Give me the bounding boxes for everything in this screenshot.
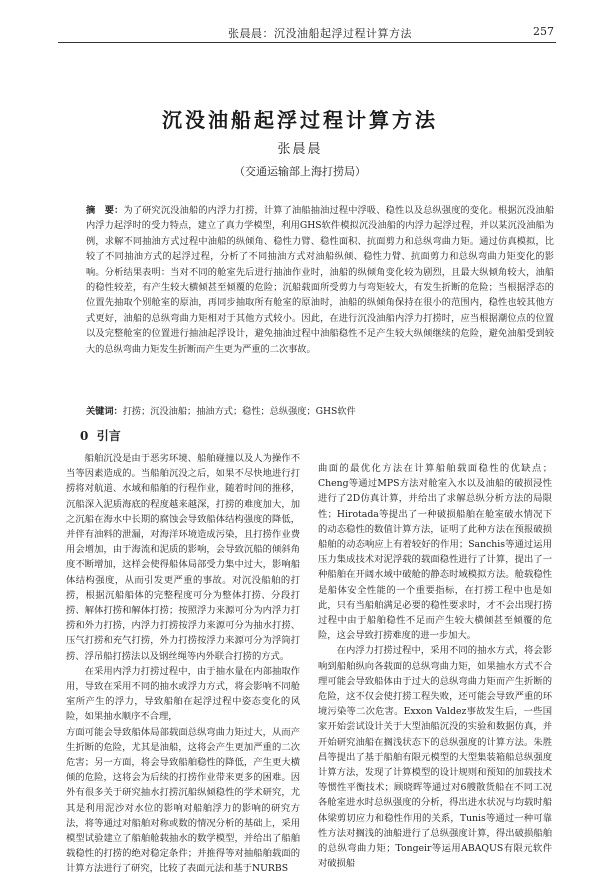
- paper-title: 沉没油船起浮过程计算方法: [162, 108, 438, 132]
- right-column: [318, 461, 552, 871]
- running-title: 张晨晨：沉没油船起浮过程计算方法: [228, 27, 412, 40]
- paragraph: 方面可能会导致船体局部载面总纵弯曲力矩过大，从而产生折断的危险，尤其是油船，这将会产生更加严重的二次危害；另一方面，将会导致船舶稳性的降低，产生更大横倾的危险，这将会为后续的打捞作业带来更多的困难。因外有很多关于研究抽水打捞沉船纵倾稳性的学术研究，尤其是利用泥沙对水位的影响对船舶浮力的影响的研究方法，将等通过对船舶对称或数的情况分析的基础上，采用模型试验建立了船舶舱载抽水的数学模型，并给出了船舶载稳性的打捞的绝对稳定条件；并推得等对抽船舶载面的计算方法进行了研究，比较了表面元法和基于NURBS: [66, 726, 300, 875]
- keywords-label: 关键词：: [86, 406, 123, 417]
- keywords: [86, 403, 554, 417]
- abstract-text: 为了研究沉没油船的内浮力打捞，计算了油船抽油过程中浮吸、稳性以及总纵强度的变化。根据沉没油船内浮力起浮时的受力特点，建立了真力学模型，利用GHS软件模拟沉没油船的内浮力起浮过程，并以某沉没油船为例，求解不同抽油方式过程中油船的纵倾角、稳性力臂、稳性面积、抗面剪力和总纵弯曲力矩。通过仿真模拟，比较了不同抽油方式的起浮过程，分析了不同抽油方式对油船纵倾、稳性力臂、抗面剪力和总纵弯曲力矩变化的影响。分析结果表明：当对不同的舱室先后进行抽油作业时，油船的纵倾角变化较为剧烈，且最大纵倾角较大，油船的稳性较差，有产生较大横倾甚至倾覆的危险；沉船载面所受剪力与弯矩较大，有发生折断的危险；当根据浮态的位置先抽取个别舱室的原油，再同步抽取所有舱室的原油时，油船的纵倾角保持在很小的范围内，稳性也较其他方式更好，油船的总纵弯曲力矩相对于其他方式较小。因此，在进行沉没油船内浮力打捞时，应当根据潮位点的位置以及完整舱室的位置进行抽油起浮设计，避免抽油过程中油船稳性不足产生较大纵倾继续的危险，避免油船受到较大的总纵弯曲力矩发生折断而产生更为严重的二次事故。: [86, 205, 555, 355]
- author-name: 张晨晨: [277, 142, 323, 157]
- running-header: [58, 22, 556, 43]
- paragraph: 船舶沉没是由于恶劣环境、船舶碰撞以及人为操作不当等因素造成的。当船舶沉没之后，如果不尽快地进行打捞将对航道、水域和船舶的行程作业，随着时间的推移，沉船深入泥质海底的程度越来越深，打捞的难度加大，加之沉船在海水中长期的腐蚀会导致船体结构强度的降低，并伴有油料的泄漏，对海洋环境造成污染，且打捞作业费用会增加，由于海流和泥质的影响，会导致沉船的倾斜角度不断增加，这样会使得船体局部受力集中过大，影响船体结构强度，从而引发更严重的事故。对沉没船舶的打捞，根据沉船船体的完整程度可分为整体打捞、分段打捞、解体打捞和解体打捞；按照浮力来源可分为内浮力打捞和外力打捞，内浮力打捞按浮力来源可分为抽水打捞、压气打捞和充气打捞，外力打捞按浮力来源可分为浮筒打捞、浮吊船打捞法以及钢丝绳等内外联合打捞的方式。: [66, 453, 300, 662]
- paragraph: 在采用内浮力打捞过程中，由于抽水量在内部抽取作用，导致在采用不同的抽水或浮力方式，将会影响不同舱室所产生的浮力，导致船舶在起浮过程中姿态变化的风险，如果抽水顺序不合理，: [66, 665, 300, 723]
- keywords-text: 打捞；沉没油船；抽油方式；稳性；总纵强度；GHS软件: [122, 406, 356, 417]
- section-title: 引言: [96, 429, 121, 443]
- left-column: [66, 451, 300, 877]
- abstract: [86, 203, 554, 357]
- section-number: 0: [80, 429, 89, 443]
- abstract-label: 摘 要：: [86, 205, 124, 216]
- paragraph: 曲面的最优化方法在计算船舶载面稳性的优缺点；Cheng等通过MPS方法对舱室入水以及油船的破损浸性进行了2D仿真计算，并给出了求解总纵分析方法的局限性；Hirotada等提出了一种破损船舶在舱室破水情况下的动态稳性的数值计算方法，证明了此种方法在预报破损船舶的动态响应上有着较好的作用；Sanchis等通过运用压力集成技术对泥浮载的载面稳性进行了计算，提出了一种船舶在开阔水域中破舱的静态时域模拟方法。舱载稳性是船体安全性能的一个重要指标，在打捞工程中也是如此，只有当船舶满足必要的稳性要求时，才不会出现打捞过程中由于船舶稳性不足而产生较大横倾甚至倾覆的危险，这会导致打捞难度的进一步加大。: [318, 463, 552, 642]
- paragraph: 在内浮力打捞过程中，采用不同的抽水方式，将会影响到船舶纵向各载面的总纵弯曲力矩，如果抽水方式不合理可能会导致船体由于过大的总纵弯曲力矩而产生折断的危险，这不仅会使打捞工程失败，还可能会导致严重的环境污染等二次危害。Exxon Valdez事故发生后，一些国家开始尝试设计关于大型油船沉没的实验和数据仿真，并开始研究油船在搁浅状态下的总纵强度的计算方法。朱胜昌等提出了基于船舶有限元模型的大型集装箱船总纵强度计算方法，发现了计算模型的设计规则和预知的加载技术等惯性平衡技术；顾晓晖等通过对6艘散货船在不同工况各舱室进水时总纵强度的分析，得出进水状况与均载时船体梁剪切应力和稳性作用的关系，Tunis等通过一种可靠性方法对搁浅的油船进行了总纵强度计算，得出破损船舶的总纵弯曲力矩；Tongeir等运用ABAQUS有限元软件对破损船: [318, 645, 552, 870]
- page-number: 257: [533, 25, 554, 38]
- author-affiliation: （交通运输部上海打捞局）: [234, 165, 366, 178]
- section-heading: [80, 427, 121, 444]
